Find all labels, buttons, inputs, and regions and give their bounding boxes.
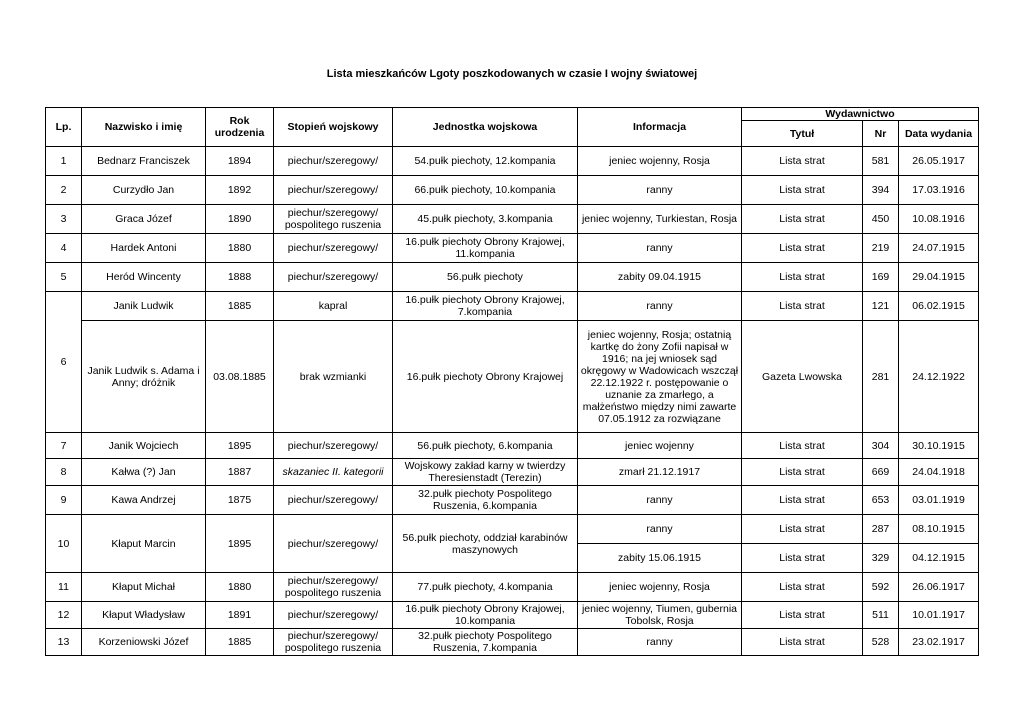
cell-pub: Lista strat xyxy=(742,573,863,602)
cell-year: 1887 xyxy=(206,459,274,486)
cell-pub: Lista strat xyxy=(742,433,863,459)
cell-info: ranny xyxy=(578,629,742,656)
cell-unit: 77.pułk piechoty, 4.kompania xyxy=(393,573,578,602)
cell-pub: Lista strat xyxy=(742,544,863,573)
cell-lp: 10 xyxy=(46,515,82,573)
table-row xyxy=(46,234,979,263)
cell-year: 1894 xyxy=(206,147,274,176)
cell-name: Janik Wojciech xyxy=(82,433,206,459)
cell-nr: 304 xyxy=(863,433,899,459)
cell-date: 26.05.1917 xyxy=(899,147,979,176)
cell-year: 03.08.1885 xyxy=(206,321,274,433)
cell-pub: Lista strat xyxy=(742,176,863,205)
header-year: Rok urodzenia xyxy=(206,108,274,147)
cell-info: ranny xyxy=(578,292,742,321)
cell-name: Kałwa (?) Jan xyxy=(82,459,206,486)
table-row xyxy=(46,263,979,292)
cell-info: ranny xyxy=(578,176,742,205)
cell-year: 1895 xyxy=(206,433,274,459)
cell-year: 1880 xyxy=(206,573,274,602)
cell-info: zabity 15.06.1915 xyxy=(578,544,742,573)
header-pub-nr: Nr xyxy=(863,121,899,147)
table-row xyxy=(46,573,979,602)
cell-lp: 12 xyxy=(46,602,82,629)
cell-rank: brak wzmianki xyxy=(274,321,393,433)
cell-lp: 8 xyxy=(46,459,82,486)
cell-info: jeniec wojenny, Rosja xyxy=(578,573,742,602)
cell-nr: 219 xyxy=(863,234,899,263)
cell-date: 23.02.1917 xyxy=(899,629,979,656)
cell-rank: piechur/szeregowy/ xyxy=(274,147,393,176)
cell-unit: 54.pułk piechoty, 12.kompania xyxy=(393,147,578,176)
cell-lp: 13 xyxy=(46,629,82,656)
cell-date: 06.02.1915 xyxy=(899,292,979,321)
cell-lp: 3 xyxy=(46,205,82,234)
cell-pub: Lista strat xyxy=(742,602,863,629)
cell-unit: 32.pułk piechoty Pospolitego Ruszenia, 6.kompania xyxy=(393,486,578,515)
table-row xyxy=(46,602,979,629)
cell-info: jeniec wojenny, Turkiestan, Rosja xyxy=(578,205,742,234)
cell-pub: Lista strat xyxy=(742,515,863,544)
cell-unit: 32.pułk piechoty Pospolitego Ruszenia, 7.kompania xyxy=(393,629,578,656)
cell-name: Korzeniowski Józef xyxy=(82,629,206,656)
cell-unit: Wojskowy zakład karny w twierdzy Theresienstadt (Terezin) xyxy=(393,459,578,486)
cell-rank: piechur/szeregowy/ xyxy=(274,433,393,459)
cell-date: 03.01.1919 xyxy=(899,486,979,515)
cell-rank: piechur/szeregowy/ xyxy=(274,602,393,629)
cell-name: Kłaput Marcin xyxy=(82,515,206,573)
table-row xyxy=(46,321,979,433)
cell-lp: 11 xyxy=(46,573,82,602)
cell-unit: 66.pułk piechoty, 10.kompania xyxy=(393,176,578,205)
cell-pub: Lista strat xyxy=(742,263,863,292)
table-row xyxy=(46,433,979,459)
cell-name: Janik Ludwik xyxy=(82,292,206,321)
cell-pub: Lista strat xyxy=(742,205,863,234)
cell-info: ranny xyxy=(578,234,742,263)
table-row xyxy=(46,486,979,515)
cell-info: zmarł 21.12.1917 xyxy=(578,459,742,486)
header-lp: Lp. xyxy=(46,108,82,147)
cell-pub: Lista strat xyxy=(742,292,863,321)
cell-date: 17.03.1916 xyxy=(899,176,979,205)
table-row xyxy=(46,292,979,321)
cell-pub: Lista strat xyxy=(742,234,863,263)
cell-year: 1880 xyxy=(206,234,274,263)
cell-lp: 2 xyxy=(46,176,82,205)
cell-unit: 16.pułk piechoty Obrony Krajowej xyxy=(393,321,578,433)
cell-year: 1885 xyxy=(206,292,274,321)
cell-date: 24.04.1918 xyxy=(899,459,979,486)
cell-nr: 287 xyxy=(863,515,899,544)
cell-name: Hardek Antoni xyxy=(82,234,206,263)
cell-year: 1895 xyxy=(206,515,274,573)
header-publisher: Wydawnictwo xyxy=(742,108,979,121)
cell-date: 04.12.1915 xyxy=(899,544,979,573)
table-row xyxy=(46,147,979,176)
cell-nr: 511 xyxy=(863,602,899,629)
cell-name: Kawa Andrzej xyxy=(82,486,206,515)
table-row xyxy=(46,629,979,656)
cell-rank: piechur/szeregowy/ xyxy=(274,263,393,292)
cell-lp: 1 xyxy=(46,147,82,176)
header-unit: Jednostka wojskowa xyxy=(393,108,578,147)
cell-nr: 528 xyxy=(863,629,899,656)
cell-rank: piechur/szeregowy/ xyxy=(274,176,393,205)
cell-date: 29.04.1915 xyxy=(899,263,979,292)
cell-lp: 7 xyxy=(46,433,82,459)
cell-year: 1891 xyxy=(206,602,274,629)
document-title: Lista mieszkańców Lgoty poszkodowanych w czasie I wojny światowej xyxy=(326,68,698,80)
cell-date: 24.12.1922 xyxy=(899,321,979,433)
cell-rank: piechur/szeregowy/ pospolitego ruszenia xyxy=(274,573,393,602)
cell-lp: 6 xyxy=(46,292,82,433)
cell-nr: 581 xyxy=(863,147,899,176)
cell-name: Kłaput Władysław xyxy=(82,602,206,629)
cell-rank: piechur/szeregowy/ pospolitego ruszenia xyxy=(274,629,393,656)
cell-unit: 56.pułk piechoty, 6.kompania xyxy=(393,433,578,459)
table-row xyxy=(46,176,979,205)
cell-nr: 450 xyxy=(863,205,899,234)
cell-year: 1875 xyxy=(206,486,274,515)
cell-lp: 5 xyxy=(46,263,82,292)
casualty-table xyxy=(45,107,979,656)
table-row xyxy=(46,515,979,544)
cell-unit: 56.pułk piechoty xyxy=(393,263,578,292)
cell-name: Kłaput Michał xyxy=(82,573,206,602)
cell-rank: piechur/szeregowy/ xyxy=(274,234,393,263)
cell-date: 08.10.1915 xyxy=(899,515,979,544)
cell-name: Curzydło Jan xyxy=(82,176,206,205)
cell-pub: Gazeta Lwowska xyxy=(742,321,863,433)
cell-year: 1892 xyxy=(206,176,274,205)
cell-info: jeniec wojenny, Tiumen, gubernia Tobolsk, Rosja xyxy=(578,602,742,629)
cell-name: Bednarz Franciszek xyxy=(82,147,206,176)
cell-nr: 669 xyxy=(863,459,899,486)
cell-unit: 45.pułk piechoty, 3.kompania xyxy=(393,205,578,234)
cell-rank: kapral xyxy=(274,292,393,321)
cell-lp: 4 xyxy=(46,234,82,263)
cell-unit: 56.pułk piechoty, oddział karabinów maszynowych xyxy=(393,515,578,573)
cell-info: jeniec wojenny xyxy=(578,433,742,459)
cell-name: Graca Józef xyxy=(82,205,206,234)
cell-nr: 394 xyxy=(863,176,899,205)
cell-nr: 169 xyxy=(863,263,899,292)
cell-pub: Lista strat xyxy=(742,147,863,176)
cell-year: 1885 xyxy=(206,629,274,656)
cell-nr: 121 xyxy=(863,292,899,321)
cell-year: 1890 xyxy=(206,205,274,234)
cell-rank: skazaniec II. kategorii xyxy=(274,459,393,486)
cell-info: zabity 09.04.1915 xyxy=(578,263,742,292)
cell-date: 10.08.1916 xyxy=(899,205,979,234)
cell-date: 26.06.1917 xyxy=(899,573,979,602)
cell-info: jeniec wojenny, Rosja; ostatnią kartkę do żony Zofii napisał w 1916; na jej wniosek sąd okręgowy w Wadowicach wszczął 22.12.1922 r. postępowanie o uznanie za zmarłego, a małżeństwo między nimi zawarte 07.05.1912 za rozwiązane xyxy=(578,321,742,433)
header-name: Nazwisko i imię xyxy=(82,108,206,147)
cell-rank: piechur/szeregowy/ xyxy=(274,486,393,515)
cell-unit: 16.pułk piechoty Obrony Krajowej, 11.kompania xyxy=(393,234,578,263)
cell-info: ranny xyxy=(578,515,742,544)
cell-date: 30.10.1915 xyxy=(899,433,979,459)
cell-date: 24.07.1915 xyxy=(899,234,979,263)
table-row xyxy=(46,205,979,234)
cell-rank: piechur/szeregowy/ xyxy=(274,515,393,573)
cell-unit: 16.pułk piechoty Obrony Krajowej, 10.kompania xyxy=(393,602,578,629)
header-rank: Stopień wojskowy xyxy=(274,108,393,147)
cell-nr: 653 xyxy=(863,486,899,515)
cell-nr: 592 xyxy=(863,573,899,602)
cell-pub: Lista strat xyxy=(742,629,863,656)
header-info: Informacja xyxy=(578,108,742,147)
cell-lp: 9 xyxy=(46,486,82,515)
cell-nr: 281 xyxy=(863,321,899,433)
cell-rank: piechur/szeregowy/ pospolitego ruszenia xyxy=(274,205,393,234)
cell-info: ranny xyxy=(578,486,742,515)
cell-date: 10.01.1917 xyxy=(899,602,979,629)
cell-unit: 16.pułk piechoty Obrony Krajowej, 7.kompania xyxy=(393,292,578,321)
cell-nr: 329 xyxy=(863,544,899,573)
table-row xyxy=(46,459,979,486)
header-pub-date: Data wydania xyxy=(899,121,979,147)
cell-pub: Lista strat xyxy=(742,459,863,486)
cell-year: 1888 xyxy=(206,263,274,292)
header-pub-title: Tytuł xyxy=(742,121,863,147)
cell-name: Heród Wincenty xyxy=(82,263,206,292)
cell-info: jeniec wojenny, Rosja xyxy=(578,147,742,176)
cell-name: Janik Ludwik s. Adama i Anny; dróżnik xyxy=(82,321,206,433)
cell-pub: Lista strat xyxy=(742,486,863,515)
